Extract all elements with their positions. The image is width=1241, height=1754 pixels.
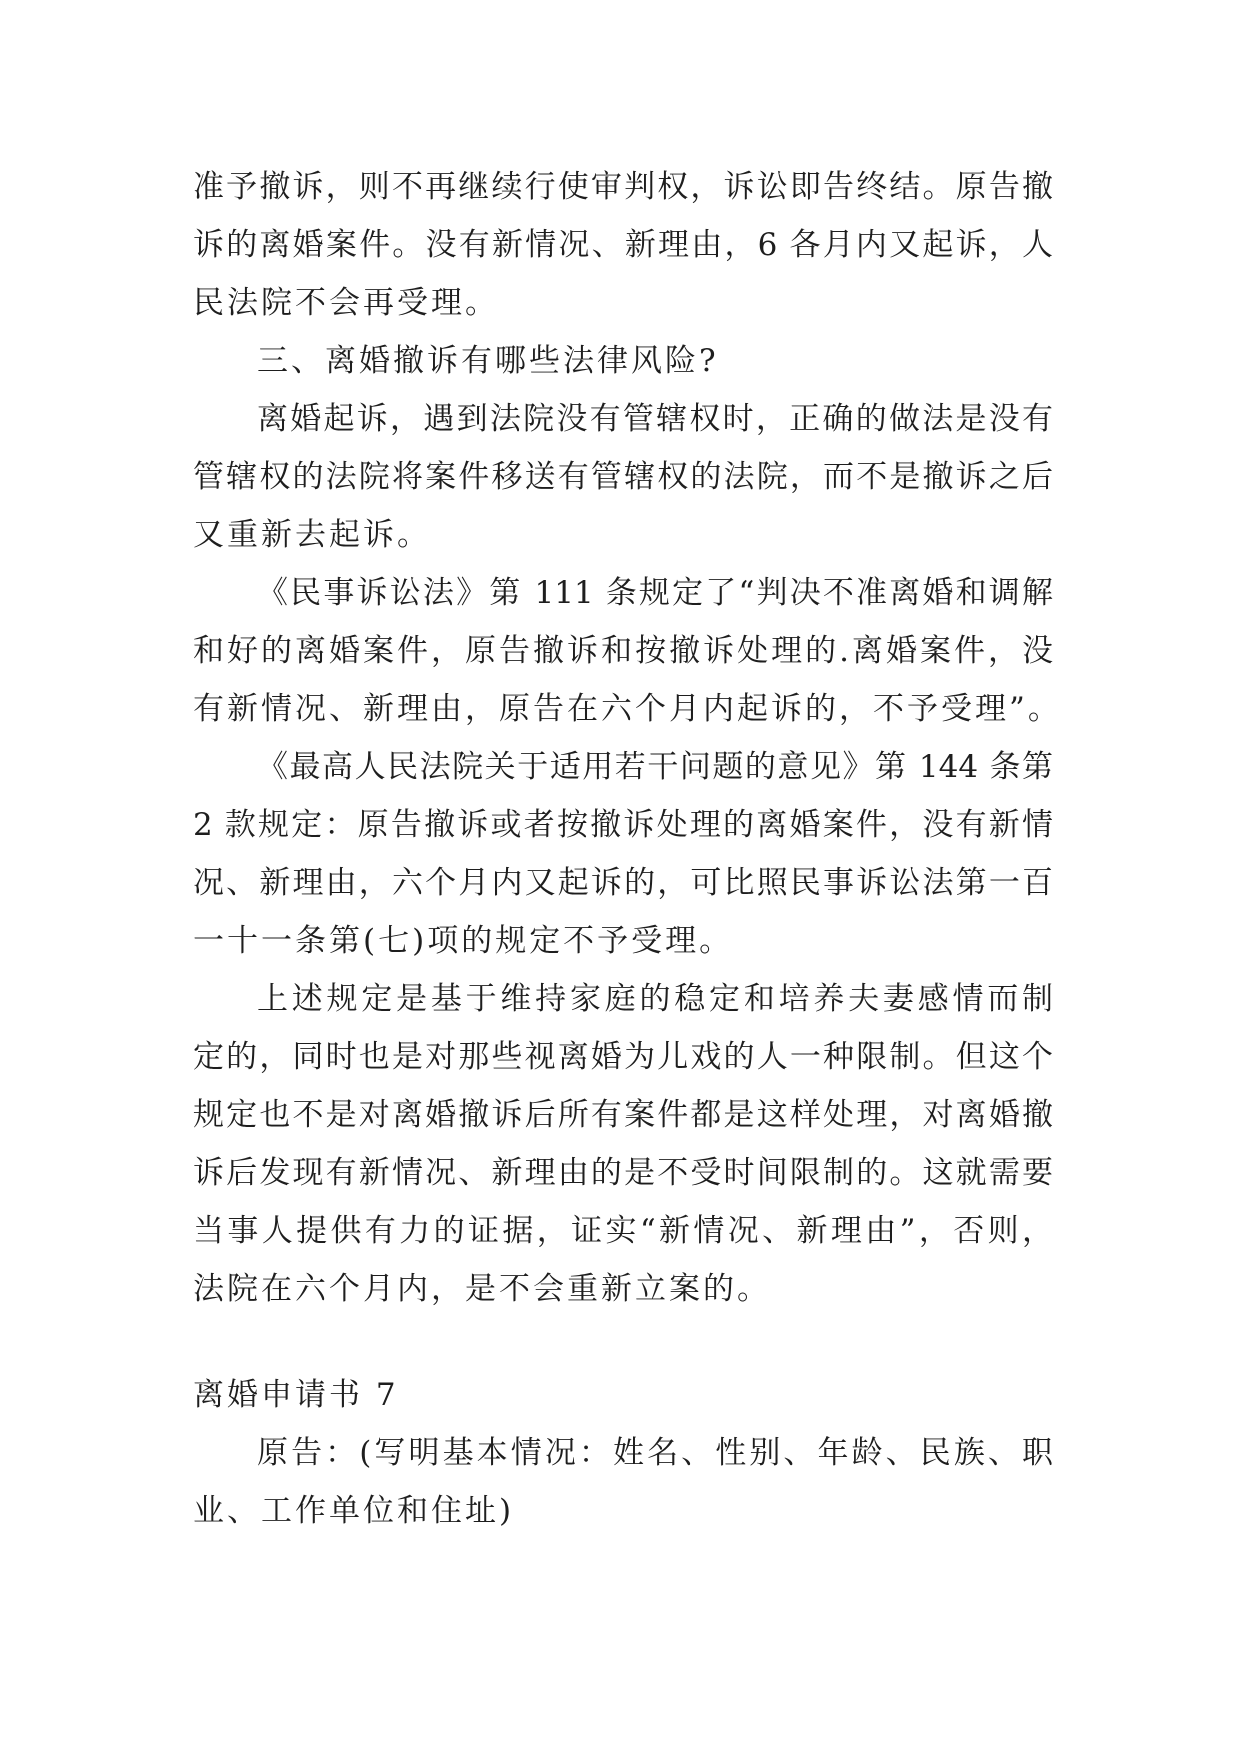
text-line: 上述规定是基于维持家庭的稳定和培养夫妻感情而制: [257, 981, 1053, 1017]
text-line: 一十一条第(七)项的规定不予受理。: [193, 923, 734, 959]
section-heading: 三、离婚撤诉有哪些法律风险?: [257, 343, 719, 379]
text-line: 况、新理由，六个月内又起诉的，可比照民事诉讼法第一百: [193, 865, 1053, 901]
document-body: [193, 158, 1062, 1540]
text-line: 规定也不是对离婚撤诉后所有案件都是这样处理，对离婚撤: [193, 1097, 1053, 1133]
section-heading-legal-risks: [193, 332, 1053, 390]
paragraph-purpose-of-rule: [193, 970, 1053, 1318]
text-line: 原告：(写明基本情况：姓名、性别、年龄、民族、职: [257, 1435, 1053, 1471]
paragraph-supreme-court-opinion: [193, 738, 1053, 970]
text-line: 当事人提供有力的证据，证实“新情况、新理由”，否则，: [193, 1213, 1053, 1249]
text-line: 业、工作单位和住址): [193, 1493, 515, 1529]
paragraph-plaintiff-info: [193, 1424, 1053, 1540]
document-subtitle: [193, 1366, 1053, 1424]
text-line: 和好的离婚案件，原告撤诉和按撤诉处理的.离婚案件，没: [193, 633, 1053, 669]
text-line: 《民事诉讼法》第 111 条规定了“判决不准离婚和调解: [257, 575, 1053, 611]
paragraph-civil-procedure-law: [193, 564, 1062, 738]
text-line: 诉后发现有新情况、新理由的是不受时间限制的。这就需要: [193, 1155, 1053, 1191]
subtitle-line: 离婚申请书 7: [193, 1377, 399, 1413]
text-line: 2 款规定：原告撤诉或者按撤诉处理的离婚案件，没有新情: [193, 807, 1053, 843]
text-line: 离婚起诉，遇到法院没有管辖权时，正确的做法是没有: [257, 401, 1053, 437]
text-line: 又重新去起诉。: [193, 517, 431, 553]
text-line: 准予撤诉，则不再继续行使审判权，诉讼即告终结。原告撤: [193, 169, 1053, 205]
text-line: 诉的离婚案件。没有新情况、新理由，6 各月内又起诉，人: [193, 227, 1053, 263]
text-line: 有新情况、新理由，原告在六个月内起诉的，不予受理”。: [193, 691, 1062, 727]
text-line: 民法院不会再受理。: [193, 285, 499, 321]
text-line: 管辖权的法院将案件移送有管辖权的法院，而不是撤诉之后: [193, 459, 1053, 495]
text-line: 法院在六个月内，是不会重新立案的。: [193, 1271, 771, 1307]
paragraph-jurisdiction: [193, 390, 1053, 564]
paragraph-withdrawal-effect: [193, 158, 1053, 332]
text-line: 定的，同时也是对那些视离婚为儿戏的人一种限制。但这个: [193, 1039, 1053, 1075]
text-line: 《最高人民法院关于适用若干问题的意见》第 144 条第: [257, 749, 1053, 785]
